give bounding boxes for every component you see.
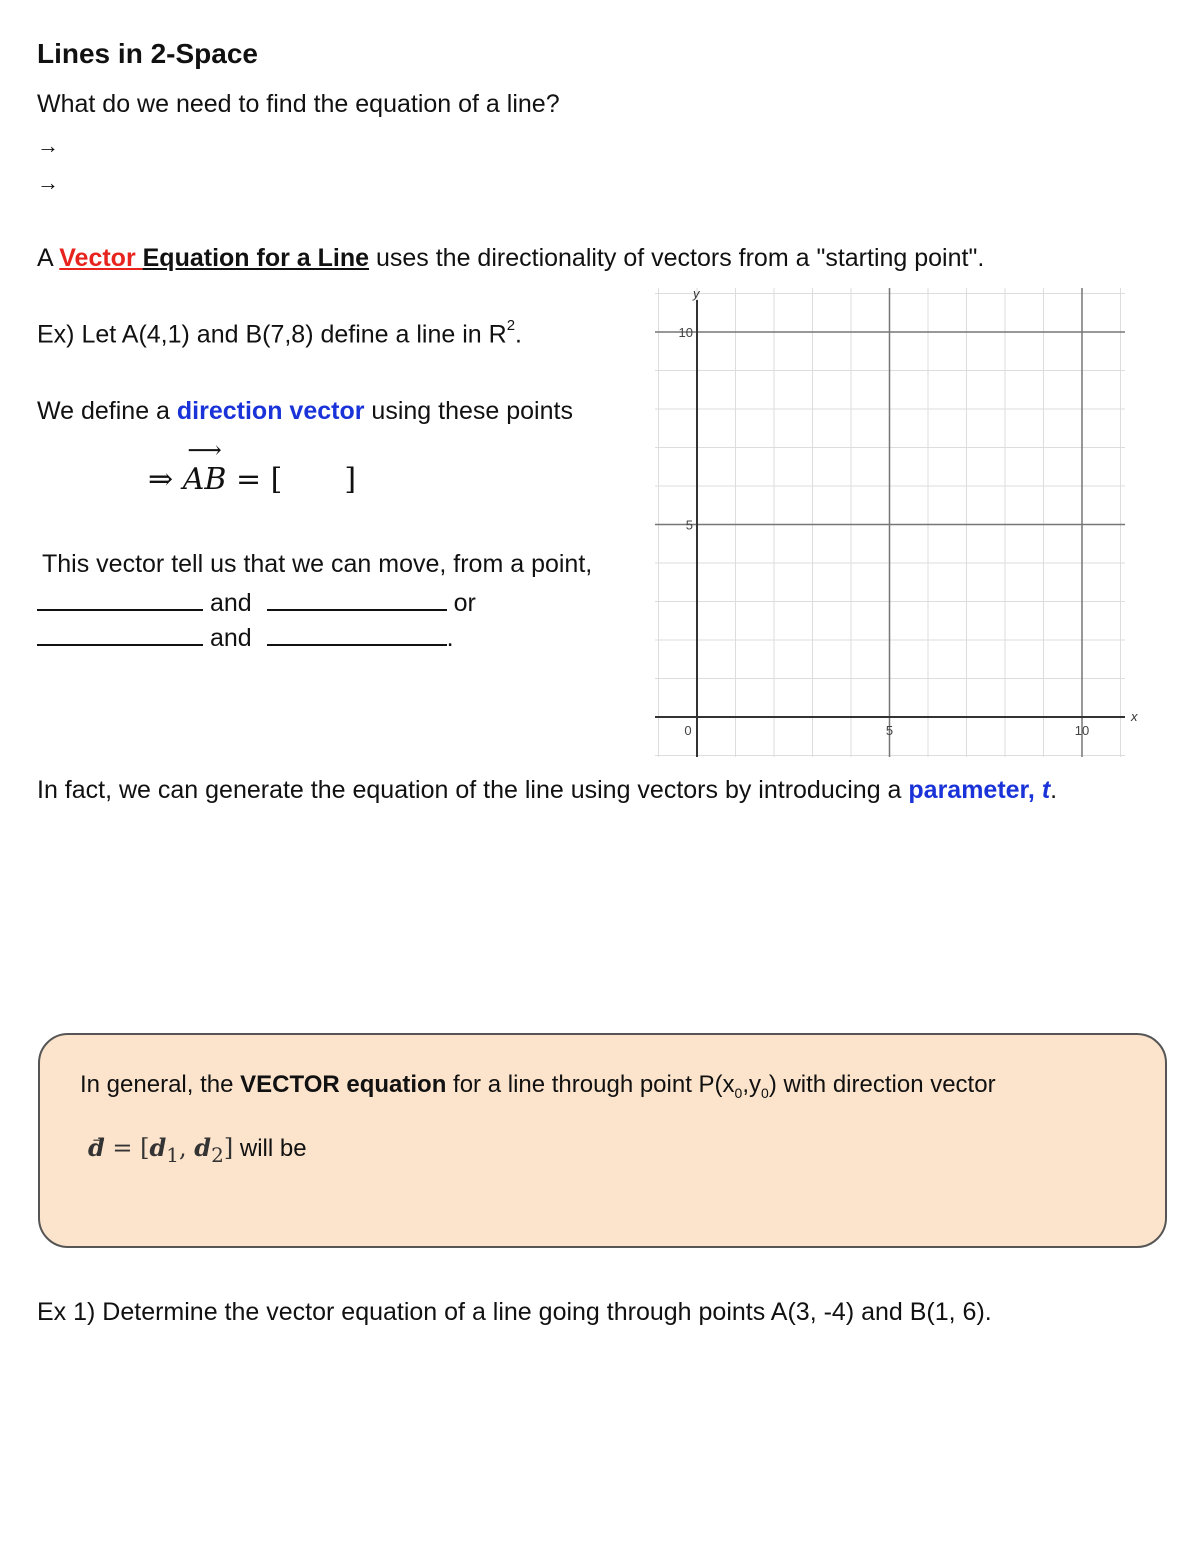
ab-vector-expression: ⇒ ⟶ AB = [ ] <box>148 436 357 497</box>
direction-vector-definition: $d = [d_1$, $d_2$] will be <box>88 1133 307 1167</box>
x-tick-label: 0 <box>684 723 692 738</box>
equation-for-line-term: Equation for a Line <box>142 244 370 272</box>
ab-vector-name: ⟶ AB <box>182 436 227 497</box>
page-title: Lines in 2-Space <box>37 38 258 69</box>
answer-arrow-1: → <box>37 133 59 158</box>
direction-vector-term: direction vector <box>176 397 365 425</box>
direction-vector-sentence: We define a direction vector using these points <box>37 397 573 425</box>
answer-blank[interactable] <box>267 622 447 646</box>
move-sentence: This vector tell us that we can move, from a point, <box>42 550 593 578</box>
general-form-text: In general, the VECTOR equation for a line through point $P(x_0,y_0)$ with direction vector <box>80 1071 996 1101</box>
y-tick-label: 10 <box>678 325 693 340</box>
x-tick-label: 5 <box>885 723 894 738</box>
answer-blank[interactable] <box>37 587 203 611</box>
answer-blank[interactable] <box>267 587 447 611</box>
blank-row-1: and or <box>37 587 476 618</box>
exercise-1: Ex 1) Determine the vector equation of a line going through points A(3, -4) and B(1, 6). <box>37 1298 992 1326</box>
vector-arrow-icon: ⟶ <box>187 436 222 464</box>
vector-term: Vector <box>59 244 143 272</box>
coordinate-grid <box>640 280 1150 760</box>
parameter-term: parameter, t <box>908 776 1051 804</box>
y-tick-label: 5 <box>685 517 693 533</box>
answer-blank[interactable] <box>37 622 203 646</box>
answer-arrow-2: → <box>37 170 59 195</box>
y-axis-label: y <box>693 286 700 301</box>
x-tick-label: 10 <box>1074 723 1090 738</box>
intro-sentence: A Vector Equation for a Line uses the directionality of vectors from a "starting point". <box>37 244 985 272</box>
blank-row-2: and . <box>37 622 454 653</box>
parameter-sentence: In fact, we can generate the equation of the line using vectors by introducing a parameter, t. <box>37 776 1058 804</box>
question-text: What do we need to find the equation of a line? <box>37 90 560 118</box>
x-axis-label: x <box>1131 709 1138 724</box>
example-statement: Ex) Let A(4,1) and B(7,8) define a line in $R^2$. <box>37 317 522 349</box>
